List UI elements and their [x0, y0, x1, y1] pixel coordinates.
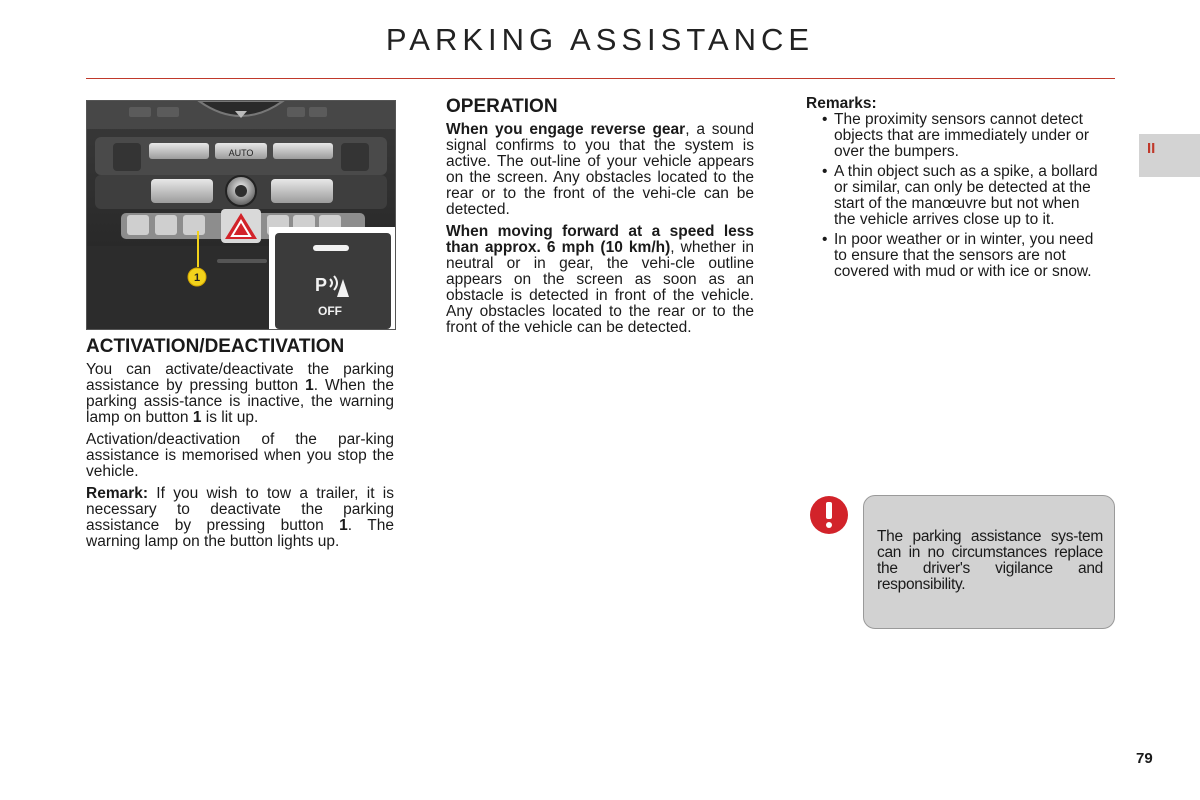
activation-heading: ACTIVATION/DEACTIVATION	[86, 336, 345, 357]
activation-section	[86, 336, 394, 556]
activation-paragraph-1: You can activate/deactivate the parking assistance by pressing button 1. When the parking assis-tance is inactive, the warning lamp on button 1 is lit up.	[86, 361, 394, 426]
warning-note-box	[863, 495, 1115, 629]
remarks-list	[806, 112, 1100, 280]
title-rule	[86, 78, 1115, 79]
list-item: • In poor weather or in winter, you need to ensure that the sensors are not covered with mud or with ice or snow.	[822, 231, 1094, 280]
activation-paragraph-2: Activation/deactivation of the par-king assistance is memorised when you stop the vehicle.	[86, 431, 394, 480]
chapter-tab	[1139, 134, 1200, 177]
dashboard-photo	[86, 100, 396, 330]
list-item: • A thin object such as a spike, a bollard or similar, can only be detected at the start of the manœuvre but not when the vehicle arrives close up to it.	[822, 163, 1098, 228]
warning-note-text: The parking assistance sys-tem can in no circumstances replace the driver's vigilance and responsibility.	[877, 528, 1103, 593]
remarks-section	[806, 96, 1100, 284]
operation-paragraph-1: When you engage reverse gear, a sound signal confirms to you that the system is active. The out-line of your vehicle appears on the screen. Any obstacles located to the rear or to the front of the vehi-cle can be detected.	[446, 121, 755, 218]
activation-remark: Remark: If you wish to tow a trailer, it is necessary to deactivate the parking assistance by pressing button 1. The warning lamp on the button lights up.	[86, 485, 395, 550]
hazard-warning-icon	[221, 209, 261, 243]
operation-paragraph-2: When moving forward at a speed less than approx. 6 mph (10 km/h), whether in neutral or in gear, the vehi-cle outline appears on the screen as soon as an obstacle is detected in front of the vehicle. Any obstacles located to the rear or to the front of the vehicle can be detected.	[446, 223, 754, 336]
operation-heading: OPERATION	[446, 96, 558, 117]
page-title: PARKING ASSISTANCE	[385, 22, 815, 57]
page-number: 79	[1136, 750, 1153, 767]
auto-label: AUTO	[228, 148, 254, 158]
off-label: OFF	[318, 304, 342, 318]
list-item: • The proximity sensors cannot detect objects that are immediately under or over the bumpers.	[822, 111, 1090, 160]
exclamation-icon	[810, 496, 848, 534]
parking-symbol: P	[315, 275, 328, 295]
callout-number: 1	[193, 272, 201, 284]
chapter-tab-label: II	[1147, 140, 1156, 157]
remarks-heading: Remarks:	[806, 95, 877, 112]
operation-section	[446, 96, 754, 342]
